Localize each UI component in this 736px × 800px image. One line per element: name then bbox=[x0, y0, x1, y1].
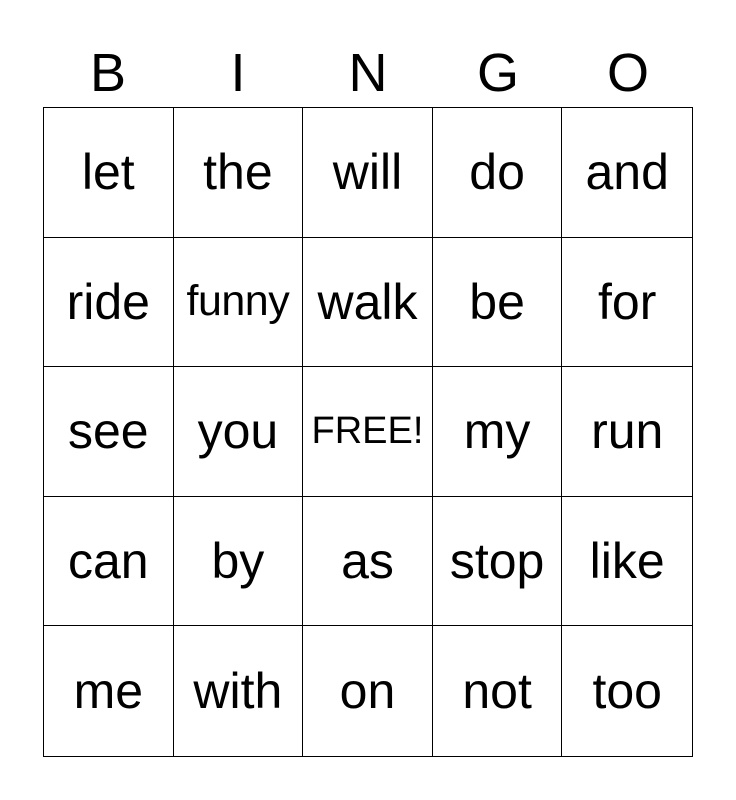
board-cell[interactable]: let bbox=[44, 108, 174, 238]
board-cell[interactable]: run bbox=[562, 367, 692, 497]
header-letter-g: G bbox=[476, 43, 519, 103]
board-cell[interactable]: for bbox=[562, 238, 692, 368]
board-cell[interactable]: you bbox=[174, 367, 304, 497]
board-cell[interactable]: as bbox=[303, 497, 433, 627]
board-cell[interactable]: by bbox=[174, 497, 304, 627]
board-cell[interactable]: stop bbox=[433, 497, 563, 627]
bingo-header bbox=[43, 40, 693, 106]
board-cell[interactable]: will bbox=[303, 108, 433, 238]
header-letter-b: B bbox=[89, 43, 127, 103]
board-cell[interactable]: with bbox=[174, 626, 304, 756]
header-letter-o: O bbox=[606, 43, 649, 103]
board-cell[interactable]: not bbox=[433, 626, 563, 756]
board-cell[interactable]: ride bbox=[44, 238, 174, 368]
header-letter-n: N bbox=[348, 43, 388, 103]
free-space-cell[interactable]: FREE! bbox=[303, 367, 433, 497]
board-cell[interactable]: funny bbox=[174, 238, 304, 368]
board-cell[interactable]: be bbox=[433, 238, 563, 368]
board-cell[interactable]: the bbox=[174, 108, 304, 238]
header-letter-i: I bbox=[230, 43, 246, 103]
board-cell[interactable]: too bbox=[592, 663, 662, 720]
board-cell[interactable]: can bbox=[44, 497, 174, 627]
board-cell[interactable]: my bbox=[433, 367, 563, 497]
board-cell[interactable]: me bbox=[44, 626, 174, 756]
board-cell[interactable]: on bbox=[303, 626, 433, 756]
board-cell[interactable]: and bbox=[562, 108, 692, 238]
bingo-board bbox=[43, 107, 693, 757]
board-cell[interactable]: walk bbox=[303, 238, 433, 368]
board-cell[interactable]: do bbox=[433, 108, 563, 238]
board-cell[interactable]: like bbox=[562, 497, 692, 627]
board-cell[interactable]: see bbox=[44, 367, 174, 497]
